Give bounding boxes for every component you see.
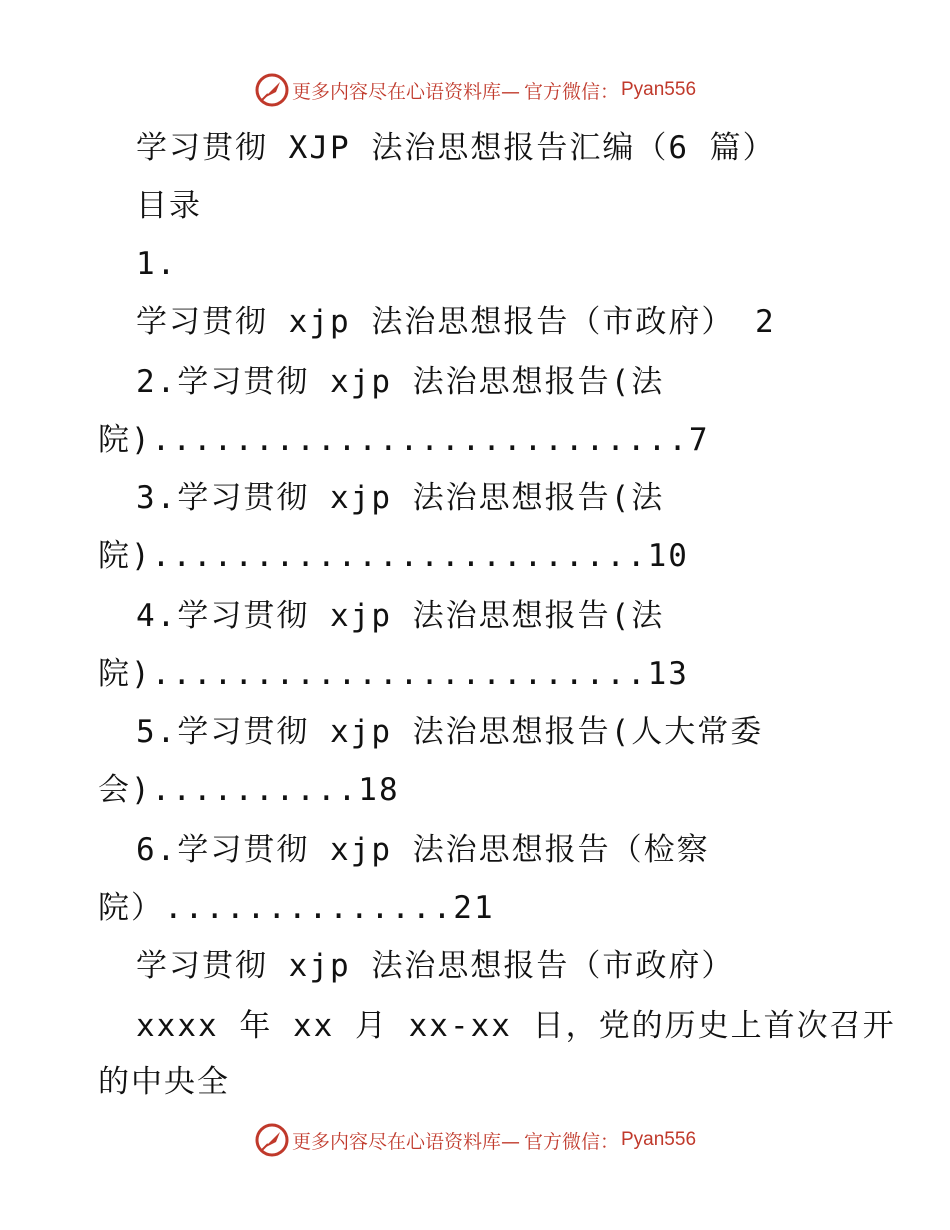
watermark-wechat-label: 官方微信： (523, 1130, 619, 1153)
body-line: xxxx 年 xx 月 xx-xx 日，党的历史上首次召开 (136, 1008, 896, 1044)
document-title: 学习贯彻 XJP 法治思想报告汇编（6 篇） (136, 130, 776, 166)
toc-line: 2.学习贯彻 xjp 法治思想报告(法 (136, 364, 665, 400)
watermark-wechat-id: Pyan556 (621, 79, 697, 100)
toc-line: 学习贯彻 xjp 法治思想报告（市政府） 2 (136, 304, 776, 340)
toc-line: 3.学习贯彻 xjp 法治思想报告(法 (136, 480, 665, 516)
toc-line: 院)..........................7 (98, 422, 710, 458)
toc-line: 院）..............21 (98, 890, 495, 926)
feather-logo-icon (254, 72, 290, 108)
watermark-wechat-id: Pyan556 (621, 1129, 697, 1150)
toc-line: 1. (136, 246, 178, 282)
header-watermark (0, 70, 950, 110)
toc-line: 院)........................10 (98, 538, 689, 574)
toc-line: 会)..........18 (98, 772, 400, 808)
toc-line: 6.学习贯彻 xjp 法治思想报告（检察 (136, 832, 710, 868)
section-title: 学习贯彻 xjp 法治思想报告（市政府） (136, 948, 735, 984)
toc-heading: 目录 (136, 188, 202, 224)
footer-watermark (0, 1120, 950, 1160)
watermark-wechat-label: 官方微信： (523, 80, 619, 103)
feather-logo-icon (254, 1122, 290, 1158)
toc-line: 4.学习贯彻 xjp 法治思想报告(法 (136, 598, 665, 634)
toc-line: 5.学习贯彻 xjp 法治思想报告(人大常委 (136, 714, 764, 750)
watermark-text: 更多内容尽在心语资料库— (291, 80, 520, 103)
body-line: 的中央全 (98, 1064, 230, 1100)
toc-line: 院)........................13 (98, 656, 689, 692)
watermark-text: 更多内容尽在心语资料库— (291, 1130, 520, 1153)
